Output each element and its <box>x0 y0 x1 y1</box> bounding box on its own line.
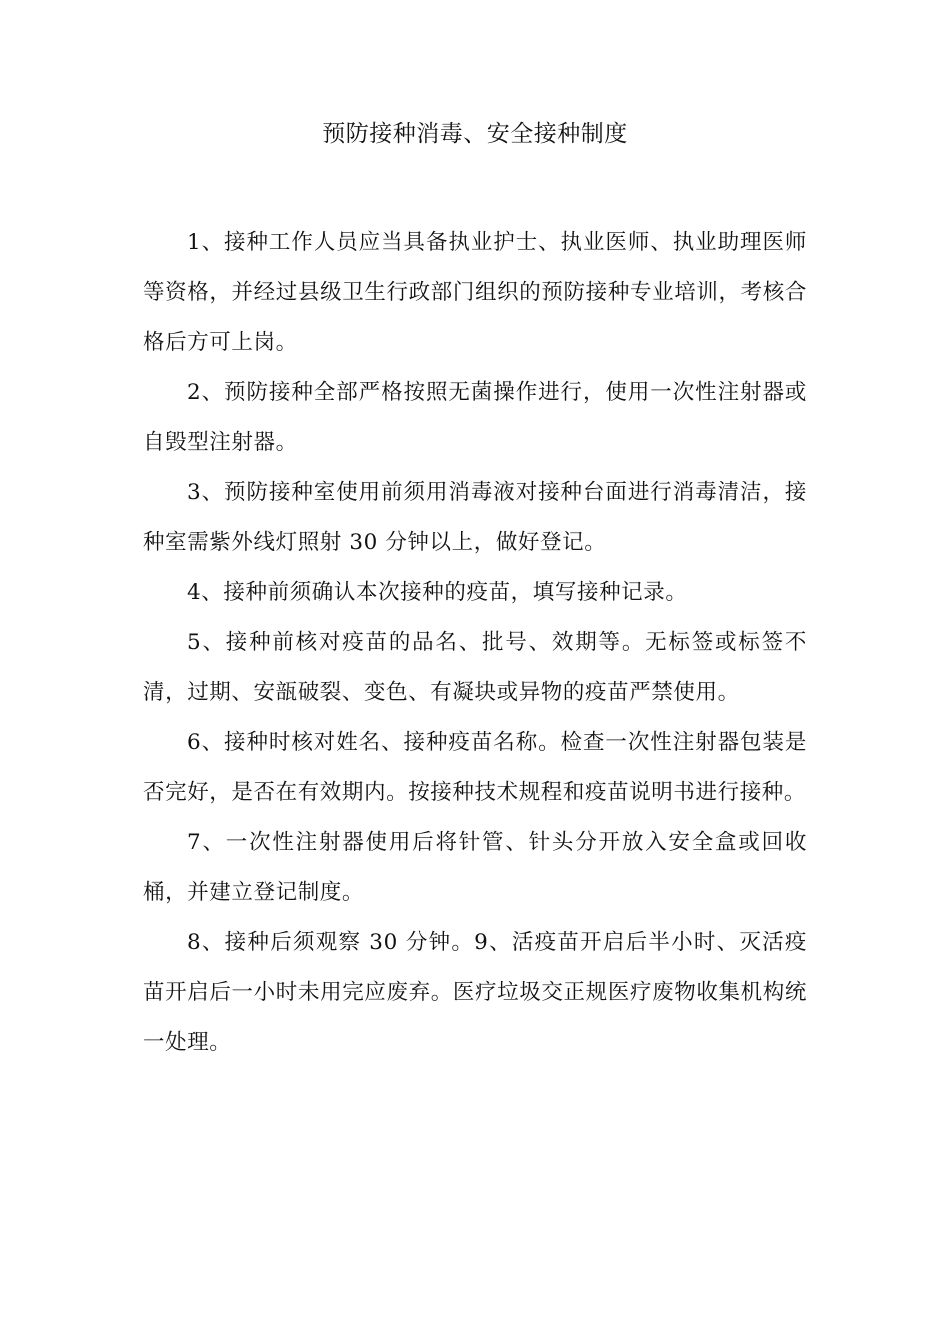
document-title: 预防接种消毒、安全接种制度 <box>322 121 628 147</box>
paragraph-4: 4、接种前须确认本次接种的疫苗，填写接种记录。 <box>187 580 688 605</box>
paragraph-2: 2、预防接种全部严格按照无菌操作进行，使用一次性注射器或自毁型注射器。 <box>143 380 807 455</box>
paragraph-8: 8、接种后须观察 30 分钟。9、活疫苗开启后半小时、灭活疫苗开启后一小时未用完应废弃。医疗垃圾交正规医疗废物收集机构统一处理。 <box>143 930 807 1055</box>
paragraph-1: 1、接种工作人员应当具备执业护士、执业医师、执业助理医师等资格，并经过县级卫生行政部门组织的预防接种专业培训，考核合格后方可上岗。 <box>143 230 807 355</box>
paragraph-5: 5、接种前核对疫苗的品名、批号、效期等。无标签或标签不清，过期、安瓿破裂、变色、有凝块或异物的疫苗严禁使用。 <box>143 630 807 705</box>
paragraph-3: 3、预防接种室使用前须用消毒液对接种台面进行消毒清洁，接种室需紫外线灯照射 30 分钟以上，做好登记。 <box>143 480 807 555</box>
paragraph-7: 7、一次性注射器使用后将针管、针头分开放入安全盒或回收桶，并建立登记制度。 <box>143 830 807 905</box>
document-body <box>143 218 807 1068</box>
paragraph-6: 6、接种时核对姓名、接种疫苗名称。检查一次性注射器包装是否完好，是否在有效期内。按接种技术规程和疫苗说明书进行接种。 <box>143 730 807 805</box>
